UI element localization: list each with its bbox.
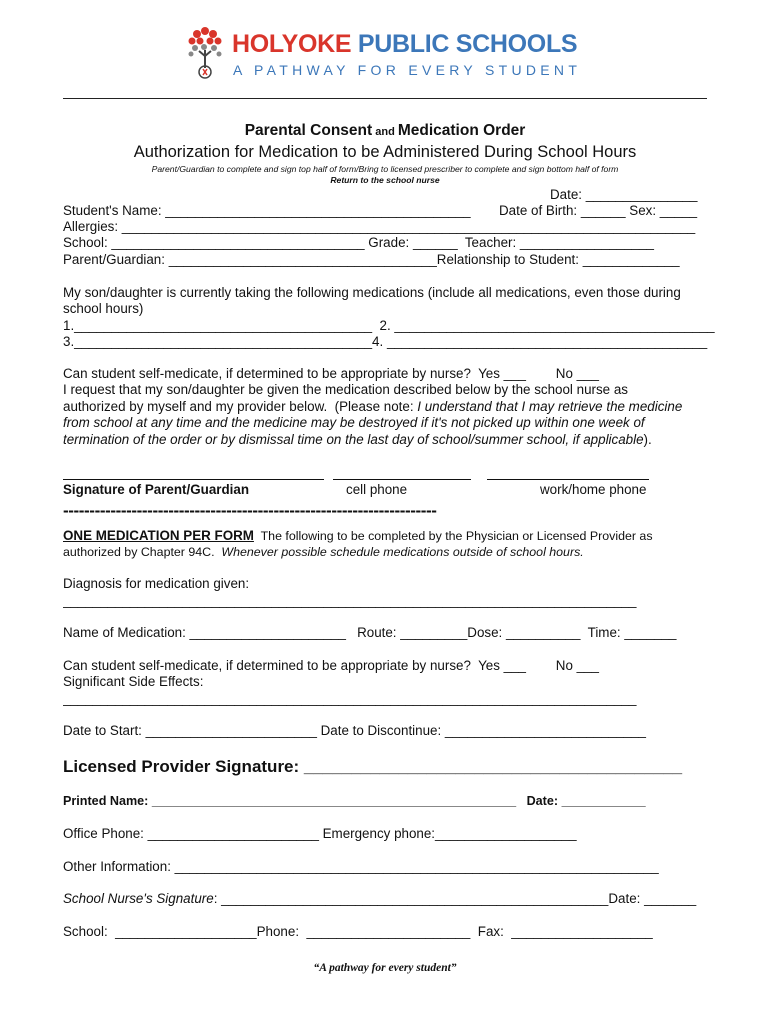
one-medication-heading: ONE MEDICATION PER FORM [63,528,254,543]
parent-signature-label: Signature of Parent/Guardian [63,482,250,497]
start-discontinue-dates[interactable]: Date to Start: _______________________ Date to Discontinue: ___________________________ [63,723,646,738]
request-text-1: I request that my son/daughter be given the medication described below by the school nurse as [63,382,628,397]
title-part-order: Medication Order [397,122,526,139]
request-text-4 [63,432,652,448]
parent-guardian-field[interactable]: Parent/Guardian: ____________________________________Relationship to Student: _____________ [63,252,680,267]
cell-phone-line[interactable] [333,479,471,480]
medication-line-3-4[interactable]: 3.________________________________________4. ___________________________________________ [63,334,708,349]
parent-self-medicate-question[interactable]: Can student self-medicate, if determined to be appropriate by nurse? Yes ___ No ___ [63,366,599,381]
logo-tagline: A PATHWAY FOR EVERY STUDENT [233,62,582,78]
request-text-2a: authorized by myself and my provider below. (Please note: [63,399,418,414]
form-subtitle: Authorization for Medication to be Administered During School Hours [133,143,637,161]
title-part-consent: Parental Consent [244,122,373,139]
meds-intro: My son/daughter is currently taking the following medications (include all medications, even those during [63,285,681,300]
parent-signature-line[interactable] [63,479,324,480]
office-emergency-phone[interactable]: Office Phone: _______________________ Emergency phone:___________________ [63,826,577,841]
licensed-provider-signature[interactable]: Licensed Provider Signature: ________________________________________ [63,757,683,776]
diagnosis-label: Diagnosis for medication given: [63,576,250,591]
nurse-signature-label: School Nurse's Signature [63,891,214,906]
side-effects-label: Significant Side Effects: [63,674,204,689]
header-divider [63,98,707,99]
allergies-field[interactable]: Allergies: _____________________________________________________________________________ [63,219,696,234]
school-logo [183,24,582,86]
medication-route-dose-time[interactable]: Name of Medication: _____________________ Route: _________Dose: __________ Time: _______ [63,625,677,640]
student-name-field[interactable]: Student's Name: _________________________________________ [63,203,471,218]
nurse-signature-row[interactable] [63,891,696,907]
other-information[interactable]: Other Information: _________________________________________________________________ [63,859,659,874]
provider-intro-text: The following to be completed by the Physician or Licensed Provider as [253,529,653,543]
logo-word-holyoke: HOLYOKE [232,30,358,58]
footer-motto: “A pathway for every student” [313,962,457,974]
side-effects-line[interactable]: _____________________________________________________________________________ [63,691,637,706]
schedule-note: Whenever possible schedule medications outside of school hours. [221,545,584,559]
logo-word-public-schools: PUBLIC SCHOOLS [357,30,578,58]
title-part-and: and [372,126,398,138]
request-text-4b: ). [643,432,652,447]
section-separator: ----------------------------------------------------------------------- [63,501,437,520]
instruction-text: Parent/Guardian to complete and sign top half of form/Bring to licensed prescriber to complete and sign bottom half of form [151,164,619,174]
request-text-2 [63,399,682,415]
form-title [0,122,770,140]
dob-sex-field[interactable]: Date of Birth: ______ Sex: _____ [499,203,698,218]
chapter-94c-text: authorized by Chapter 94C. [63,545,222,559]
work-phone-label: work/home phone [540,482,647,497]
logo-title [232,30,577,59]
printed-name-date[interactable]: Printed Name: ____________________________________________________ Date: ____________ [63,794,646,808]
tree-logo-icon [183,24,227,84]
parent-date-field[interactable]: Date: _______________ [550,187,698,202]
request-text-3: from school at any time and the medicine may be destroyed if it's not picked up within one week of [63,415,645,430]
school-phone-fax[interactable]: School: ___________________Phone: ______________________ Fax: ___________________ [63,924,653,939]
provider-self-medicate-question[interactable]: Can student self-medicate, if determined to be appropriate by nurse? Yes ___ No ___ [63,658,599,673]
request-text-4a: termination of the order or by dismissal time on the last day of school/summer school, if applicable [63,432,644,447]
nurse-signature-line[interactable]: : ____________________________________________________Date: _______ [213,891,697,906]
request-text-2b: I understand that I may retrieve the medicine [417,399,683,414]
diagnosis-line[interactable]: _____________________________________________________________________________ [63,593,637,608]
school-grade-teacher-field[interactable]: School: __________________________________ Grade: ______ Teacher: __________________ [63,235,654,250]
work-phone-line[interactable] [487,479,649,480]
return-note: Return to the school nurse [330,175,440,185]
cell-phone-label: cell phone [346,482,408,497]
provider-intro-2 [63,545,584,559]
medication-line-1-2[interactable]: 1.________________________________________ 2. ___________________________________________ [63,318,715,333]
provider-intro [63,528,653,544]
meds-intro-cont: school hours) [63,301,144,316]
